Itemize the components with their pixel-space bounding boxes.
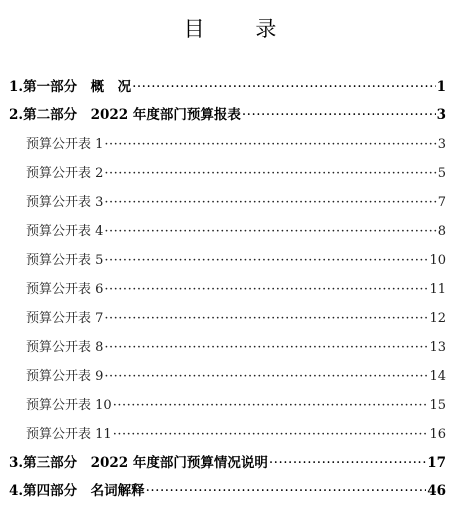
toc-entry-label: 预算公开表 5	[26, 253, 104, 268]
dot-leader	[146, 480, 427, 502]
toc-entry-page: 8	[437, 224, 446, 239]
toc-entry[interactable]	[9, 104, 446, 126]
dot-leader	[242, 104, 436, 126]
dot-leader	[104, 163, 436, 185]
toc-entry[interactable]	[26, 395, 446, 417]
toc-entry-page: 7	[437, 195, 446, 210]
toc-entry-page: 10	[429, 253, 446, 268]
toc-entry[interactable]	[26, 279, 446, 301]
toc-entry-label: 预算公开表 10	[26, 398, 112, 413]
toc-entry[interactable]	[26, 366, 446, 388]
toc-entry[interactable]	[26, 250, 446, 272]
toc-entry-label: 预算公开表 6	[26, 282, 104, 297]
dot-leader	[104, 279, 428, 301]
dot-leader	[113, 424, 429, 446]
dot-leader	[104, 221, 436, 243]
dot-leader	[104, 250, 428, 272]
toc-entry-label: 预算公开表 3	[26, 195, 104, 210]
toc-entry-label: 预算公开表 9	[26, 369, 104, 384]
toc-entry-label: 预算公开表 8	[26, 340, 104, 355]
dot-leader	[132, 76, 436, 98]
toc-entry-page: 3	[437, 137, 446, 152]
dot-leader	[104, 308, 428, 330]
toc-entry-page: 3	[436, 107, 446, 123]
toc-entry-label: 预算公开表 4	[26, 224, 104, 239]
toc-entry-page: 16	[429, 427, 446, 442]
toc-entry[interactable]	[26, 134, 446, 156]
dot-leader	[269, 452, 426, 474]
toc-entry-page: 5	[437, 166, 446, 181]
toc-entry-label: 预算公开表 7	[26, 311, 104, 326]
toc-entry-page: 14	[429, 369, 446, 384]
toc-entry-page: 15	[429, 398, 446, 413]
toc-entry[interactable]	[26, 337, 446, 359]
toc-entry-page: 11	[429, 282, 446, 297]
dot-leader	[104, 366, 428, 388]
toc-entry[interactable]	[26, 163, 446, 185]
toc-entry[interactable]	[26, 192, 446, 214]
toc-entry-page: 1	[436, 79, 446, 95]
toc-entry-label: 3.第三部分 2022 年度部门预算情况说明	[9, 455, 268, 471]
toc-entry-label: 4.第四部分 名词解释	[9, 483, 145, 499]
toc-entry[interactable]	[9, 480, 446, 502]
toc-entry[interactable]	[26, 221, 446, 243]
toc-entry-label: 预算公开表 1	[26, 137, 104, 152]
dot-leader	[104, 192, 436, 214]
toc-entry[interactable]	[26, 424, 446, 446]
toc-entry-label: 2.第二部分 2022 年度部门预算报表	[9, 107, 241, 123]
toc-entry-label: 预算公开表 2	[26, 166, 104, 181]
toc-entry-page: 17	[427, 455, 446, 471]
page-title: 目 录	[183, 17, 299, 41]
toc-entry[interactable]	[9, 76, 446, 98]
toc-entry-label: 1.第一部分 概 况	[9, 79, 132, 95]
toc-entry-page: 12	[429, 311, 446, 326]
dot-leader	[104, 134, 436, 156]
dot-leader	[104, 337, 428, 359]
toc-entry[interactable]	[26, 308, 446, 330]
toc-entry-page: 46	[427, 483, 446, 499]
toc-entry[interactable]	[9, 452, 446, 474]
toc-entry-page: 13	[429, 340, 446, 355]
toc-entry-label: 预算公开表 11	[26, 427, 112, 442]
dot-leader	[113, 395, 429, 417]
